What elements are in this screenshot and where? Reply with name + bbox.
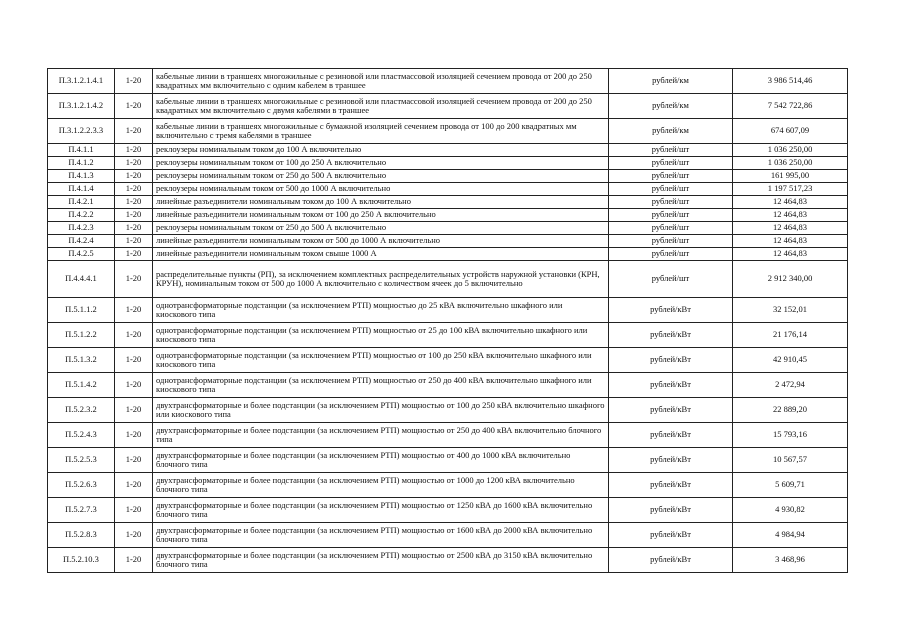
table-row — [48, 523, 848, 548]
price-cell: 2 472,94 — [733, 373, 848, 398]
price-cell: 12 464,83 — [733, 222, 848, 235]
item-code-cell: П.4.2.5 — [48, 248, 115, 261]
unit-cell: рублей/кВт — [609, 398, 733, 423]
description-cell: двухтрансформаторные и более подстанции (за исключением РТП) мощностью от 1250 кВА до 1600 кВА включительно блочного типа — [153, 498, 609, 523]
rates-table-body — [48, 69, 848, 573]
table-row — [48, 235, 848, 248]
unit-cell: рублей/шт — [609, 261, 733, 298]
item-code-cell: П.3.1.2.2.3.3 — [48, 119, 115, 144]
service-life-cell: 1-20 — [115, 423, 153, 448]
price-cell: 4 984,94 — [733, 523, 848, 548]
service-life-cell: 1-20 — [115, 94, 153, 119]
item-code-cell: П.4.1.1 — [48, 144, 115, 157]
service-life-cell: 1-20 — [115, 209, 153, 222]
description-cell: кабельные линии в траншеях многожильные с бумажной изоляцией сечением провода от 100 до 200 квадратных мм включительно с тремя кабелями в траншее — [153, 119, 609, 144]
price-cell: 21 176,14 — [733, 323, 848, 348]
item-code-cell: П.4.2.1 — [48, 196, 115, 209]
price-cell: 12 464,83 — [733, 235, 848, 248]
unit-cell: рублей/кВт — [609, 548, 733, 573]
unit-cell: рублей/шт — [609, 209, 733, 222]
price-cell: 1 036 250,00 — [733, 157, 848, 170]
description-cell: линейные разъединители номинальным током от 500 до 1000 А включительно — [153, 235, 609, 248]
table-row — [48, 170, 848, 183]
unit-cell: рублей/км — [609, 94, 733, 119]
table-row — [48, 209, 848, 222]
table-row — [48, 196, 848, 209]
rates-table — [47, 68, 848, 573]
unit-cell: рублей/кВт — [609, 423, 733, 448]
unit-cell: рублей/шт — [609, 248, 733, 261]
price-cell: 3 986 514,46 — [733, 69, 848, 94]
table-row — [48, 548, 848, 573]
description-cell: реклоузеры номинальным током от 250 до 500 А включительно — [153, 170, 609, 183]
table-row — [48, 448, 848, 473]
service-life-cell: 1-20 — [115, 261, 153, 298]
description-cell: кабельные линии в траншеях многожильные с резиновой или пластмассовой изоляцией сечением провода от 200 до 250 квадратных мм включительно с двумя кабелями в траншее — [153, 94, 609, 119]
unit-cell: рублей/шт — [609, 196, 733, 209]
item-code-cell: П.4.1.4 — [48, 183, 115, 196]
price-cell: 32 152,01 — [733, 298, 848, 323]
service-life-cell: 1-20 — [115, 119, 153, 144]
table-row — [48, 498, 848, 523]
description-cell: однотрансформаторные подстанции (за исключением РТП) мощностью от 250 до 400 кВА включительно шкафного или киоскового типа — [153, 373, 609, 398]
description-cell: однотрансформаторные подстанции (за исключением РТП) мощностью до 25 кВА включительно шкафного или киоскового типа — [153, 298, 609, 323]
description-cell: двухтрансформаторные и более подстанции (за исключением РТП) мощностью от 100 до 250 кВА включительно шкафного или киоскового типа — [153, 398, 609, 423]
price-cell: 4 930,82 — [733, 498, 848, 523]
service-life-cell: 1-20 — [115, 157, 153, 170]
table-row — [48, 183, 848, 196]
item-code-cell: П.5.2.4.3 — [48, 423, 115, 448]
description-cell: линейные разъединители номинальным током от 100 до 250 А включительно — [153, 209, 609, 222]
price-cell: 3 468,96 — [733, 548, 848, 573]
table-row — [48, 373, 848, 398]
service-life-cell: 1-20 — [115, 348, 153, 373]
description-cell: реклоузеры номинальным током до 100 А включительно — [153, 144, 609, 157]
item-code-cell: П.5.2.5.3 — [48, 448, 115, 473]
unit-cell: рублей/кВт — [609, 473, 733, 498]
price-cell: 22 889,20 — [733, 398, 848, 423]
table-row — [48, 423, 848, 448]
price-cell: 15 793,16 — [733, 423, 848, 448]
price-cell: 1 197 517,23 — [733, 183, 848, 196]
item-code-cell: П.4.4.4.1 — [48, 261, 115, 298]
unit-cell: рублей/км — [609, 69, 733, 94]
service-life-cell: 1-20 — [115, 498, 153, 523]
service-life-cell: 1-20 — [115, 235, 153, 248]
item-code-cell: П.5.1.4.2 — [48, 373, 115, 398]
price-cell: 42 910,45 — [733, 348, 848, 373]
price-cell: 1 036 250,00 — [733, 144, 848, 157]
price-cell: 5 609,71 — [733, 473, 848, 498]
item-code-cell: П.5.2.8.3 — [48, 523, 115, 548]
item-code-cell: П.5.2.6.3 — [48, 473, 115, 498]
service-life-cell: 1-20 — [115, 473, 153, 498]
service-life-cell: 1-20 — [115, 69, 153, 94]
description-cell: двухтрансформаторные и более подстанции (за исключением РТП) мощностью от 2500 кВА до 3150 кВА включительно блочного типа — [153, 548, 609, 573]
description-cell: двухтрансформаторные и более подстанции (за исключением РТП) мощностью от 250 до 400 кВА включительно блочного типа — [153, 423, 609, 448]
description-cell: двухтрансформаторные и более подстанции (за исключением РТП) мощностью от 1000 до 1200 кВА включительно блочного типа — [153, 473, 609, 498]
item-code-cell: П.3.1.2.1.4.2 — [48, 94, 115, 119]
price-cell: 674 607,09 — [733, 119, 848, 144]
price-cell: 10 567,57 — [733, 448, 848, 473]
price-cell: 161 995,00 — [733, 170, 848, 183]
item-code-cell: П.4.1.3 — [48, 170, 115, 183]
item-code-cell: П.4.2.4 — [48, 235, 115, 248]
unit-cell: рублей/шт — [609, 235, 733, 248]
item-code-cell: П.3.1.2.1.4.1 — [48, 69, 115, 94]
table-row — [48, 69, 848, 94]
table-row — [48, 144, 848, 157]
item-code-cell: П.5.2.7.3 — [48, 498, 115, 523]
table-row — [48, 348, 848, 373]
unit-cell: рублей/шт — [609, 157, 733, 170]
item-code-cell: П.5.2.3.2 — [48, 398, 115, 423]
service-life-cell: 1-20 — [115, 548, 153, 573]
service-life-cell: 1-20 — [115, 298, 153, 323]
table-row — [48, 248, 848, 261]
item-code-cell: П.5.1.3.2 — [48, 348, 115, 373]
unit-cell: рублей/км — [609, 119, 733, 144]
item-code-cell: П.5.1.1.2 — [48, 298, 115, 323]
service-life-cell: 1-20 — [115, 523, 153, 548]
item-code-cell: П.5.2.10.3 — [48, 548, 115, 573]
unit-cell: рублей/шт — [609, 183, 733, 196]
description-cell: линейные разъединители номинальным током свыше 1000 А — [153, 248, 609, 261]
unit-cell: рублей/кВт — [609, 448, 733, 473]
description-cell: однотрансформаторные подстанции (за исключением РТП) мощностью от 25 до 100 кВА включительно шкафного или киоскового типа — [153, 323, 609, 348]
unit-cell: рублей/кВт — [609, 348, 733, 373]
description-cell: двухтрансформаторные и более подстанции (за исключением РТП) мощностью от 1600 кВА до 2000 кВА включительно блочного типа — [153, 523, 609, 548]
price-cell: 2 912 340,00 — [733, 261, 848, 298]
unit-cell: рублей/кВт — [609, 323, 733, 348]
service-life-cell: 1-20 — [115, 398, 153, 423]
price-cell: 12 464,83 — [733, 248, 848, 261]
price-cell: 12 464,83 — [733, 209, 848, 222]
table-row — [48, 119, 848, 144]
description-cell: реклоузеры номинальным током от 100 до 250 А включительно — [153, 157, 609, 170]
price-cell: 7 542 722,86 — [733, 94, 848, 119]
description-cell: кабельные линии в траншеях многожильные с резиновой или пластмассовой изоляцией сечением провода от 200 до 250 квадратных мм включительно с одним кабелем в траншее — [153, 69, 609, 94]
table-row — [48, 473, 848, 498]
table-row — [48, 222, 848, 235]
unit-cell: рублей/шт — [609, 170, 733, 183]
unit-cell: рублей/кВт — [609, 373, 733, 398]
service-life-cell: 1-20 — [115, 144, 153, 157]
service-life-cell: 1-20 — [115, 170, 153, 183]
table-row — [48, 323, 848, 348]
table-row — [48, 261, 848, 298]
unit-cell: рублей/кВт — [609, 523, 733, 548]
table-row — [48, 398, 848, 423]
unit-cell: рублей/кВт — [609, 498, 733, 523]
service-life-cell: 1-20 — [115, 248, 153, 261]
item-code-cell: П.4.2.2 — [48, 209, 115, 222]
service-life-cell: 1-20 — [115, 196, 153, 209]
description-cell: реклоузеры номинальным током от 250 до 500 А включительно — [153, 222, 609, 235]
description-cell: однотрансформаторные подстанции (за исключением РТП) мощностью от 100 до 250 кВА включительно шкафного или киоскового типа — [153, 348, 609, 373]
price-cell: 12 464,83 — [733, 196, 848, 209]
service-life-cell: 1-20 — [115, 448, 153, 473]
service-life-cell: 1-20 — [115, 222, 153, 235]
service-life-cell: 1-20 — [115, 183, 153, 196]
unit-cell: рублей/шт — [609, 222, 733, 235]
description-cell: двухтрансформаторные и более подстанции (за исключением РТП) мощностью от 400 до 1000 кВА включительно блочного типа — [153, 448, 609, 473]
description-cell: линейные разъединители номинальным током до 100 А включительно — [153, 196, 609, 209]
description-cell: реклоузеры номинальным током от 500 до 1000 А включительно — [153, 183, 609, 196]
item-code-cell: П.4.1.2 — [48, 157, 115, 170]
unit-cell: рублей/кВт — [609, 298, 733, 323]
table-row — [48, 157, 848, 170]
table-row — [48, 298, 848, 323]
service-life-cell: 1-20 — [115, 323, 153, 348]
item-code-cell: П.5.1.2.2 — [48, 323, 115, 348]
item-code-cell: П.4.2.3 — [48, 222, 115, 235]
service-life-cell: 1-20 — [115, 373, 153, 398]
unit-cell: рублей/шт — [609, 144, 733, 157]
table-row — [48, 94, 848, 119]
description-cell: распределительные пункты (РП), за исключением комплектных распределительных устройств наружной установки (КРН, КРУН), номинальным током от 500 до 1000 А включительно с количеством ячеек до 5 включительно — [153, 261, 609, 298]
